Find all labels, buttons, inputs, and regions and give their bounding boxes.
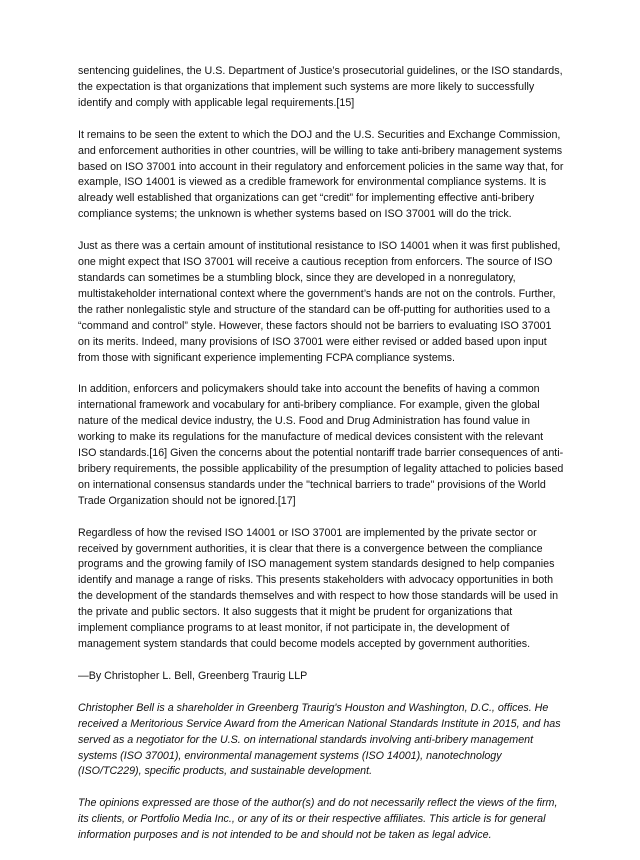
article-body (78, 64, 564, 860)
paragraph-institutional-resistance: Just as there was a certain amount of institutional resistance to ISO 14001 when it was first published, one might expect that ISO 37001 will receive a cautious reception from enforcers. The source of ISO standards can sometimes be a stumbling block, since they are developed in a nonregulatory, multistakeholder international context where the government’s hands are not on the controls. Further, the rather nonlegalistic style and structure of the standard can be off-putting for authorities used to a “command and control” style. However, these factors should not be barriers to evaluating ISO 37001 on its merits. Indeed, many provisions of ISO 37001 were either revised or added based upon input from those with significant experience implementing FCPA compliance systems. (78, 240, 561, 364)
paragraph-common-framework: In addition, enforcers and policymakers should take into account the benefits of having a common international framework and vocabulary for anti-bribery compliance. For example, given the global nature of the medical device industry, the U.S. Food and Drug Administration has found value in working to make its regulations for the manufacture of medical devices consistent with the relevant ISO standards.[16] Given the concerns about the potential nontariff trade barrier consequences of anti-bribery requirements, the possible applicability of the presumption of legality attached to policies based on international consensus standards under the "technical barriers to trade" provisions of the World Trade Organization should not be ignored.[17] (78, 383, 564, 507)
paragraph-doj-sec: It remains to be seen the extent to which the DOJ and the U.S. Securities and Exchange Commission, and enforcement authorities in other countries, will be willing to take anti-bribery management systems based on ISO 37001 into account in their regulatory and enforcement policies in the same way that, for example, ISO 14001 is viewed as a credible framework for environmental compliance systems. It is already well established that organizations can get “credit” for implementing effective anti-bribery compliance systems; the unknown is whether systems based on ISO 37001 will do the trick. (78, 128, 564, 221)
author-bio: Christopher Bell is a shareholder in Greenberg Traurig's Houston and Washington, D.C., offices. He received a Meritorious Service Award from the American National Standards Institute in 2015, and has served as a negotiator for the U.S. on international standards involving anti-bribery management systems (ISO 37001), environmental management systems (ISO 14001), nanotechnology (ISO/TC229), specific products, and sustainable development. (78, 701, 561, 778)
disclaimer: The opinions expressed are those of the author(s) and do not necessarily reflect the views of the firm, its clients, or Portfolio Media Inc., or any of its or their respective affiliates. This article is for general information purposes and is not intended to be and should not be taken as legal advice. (78, 797, 558, 842)
paragraph-convergence: Regardless of how the revised ISO 14001 or ISO 37001 are implemented by the private sector or received by government authorities, it is clear that there is a convergence between the compliance programs and the growing family of ISO management system standards designed to help companies identify and manage a range of risks. This presents stakeholders with advocacy opportunities in both the development of the standards themselves and with respect to how those standards will be used in the private and public sectors. It also suggests that it might be prudent for organizations that implement compliance programs to at least monitor, if not participate in, the development of management system standards that could become models accepted by government authorities. (78, 526, 559, 650)
paragraph-continuation: sentencing guidelines, the U.S. Department of Justice’s prosecutorial guidelines, or the ISO standards, the expectation is that organizations that implement such systems are more likely to successfully identify and comply with applicable legal requirements.[15] (78, 65, 563, 109)
author-byline: —By Christopher L. Bell, Greenberg Traurig LLP (78, 669, 308, 682)
